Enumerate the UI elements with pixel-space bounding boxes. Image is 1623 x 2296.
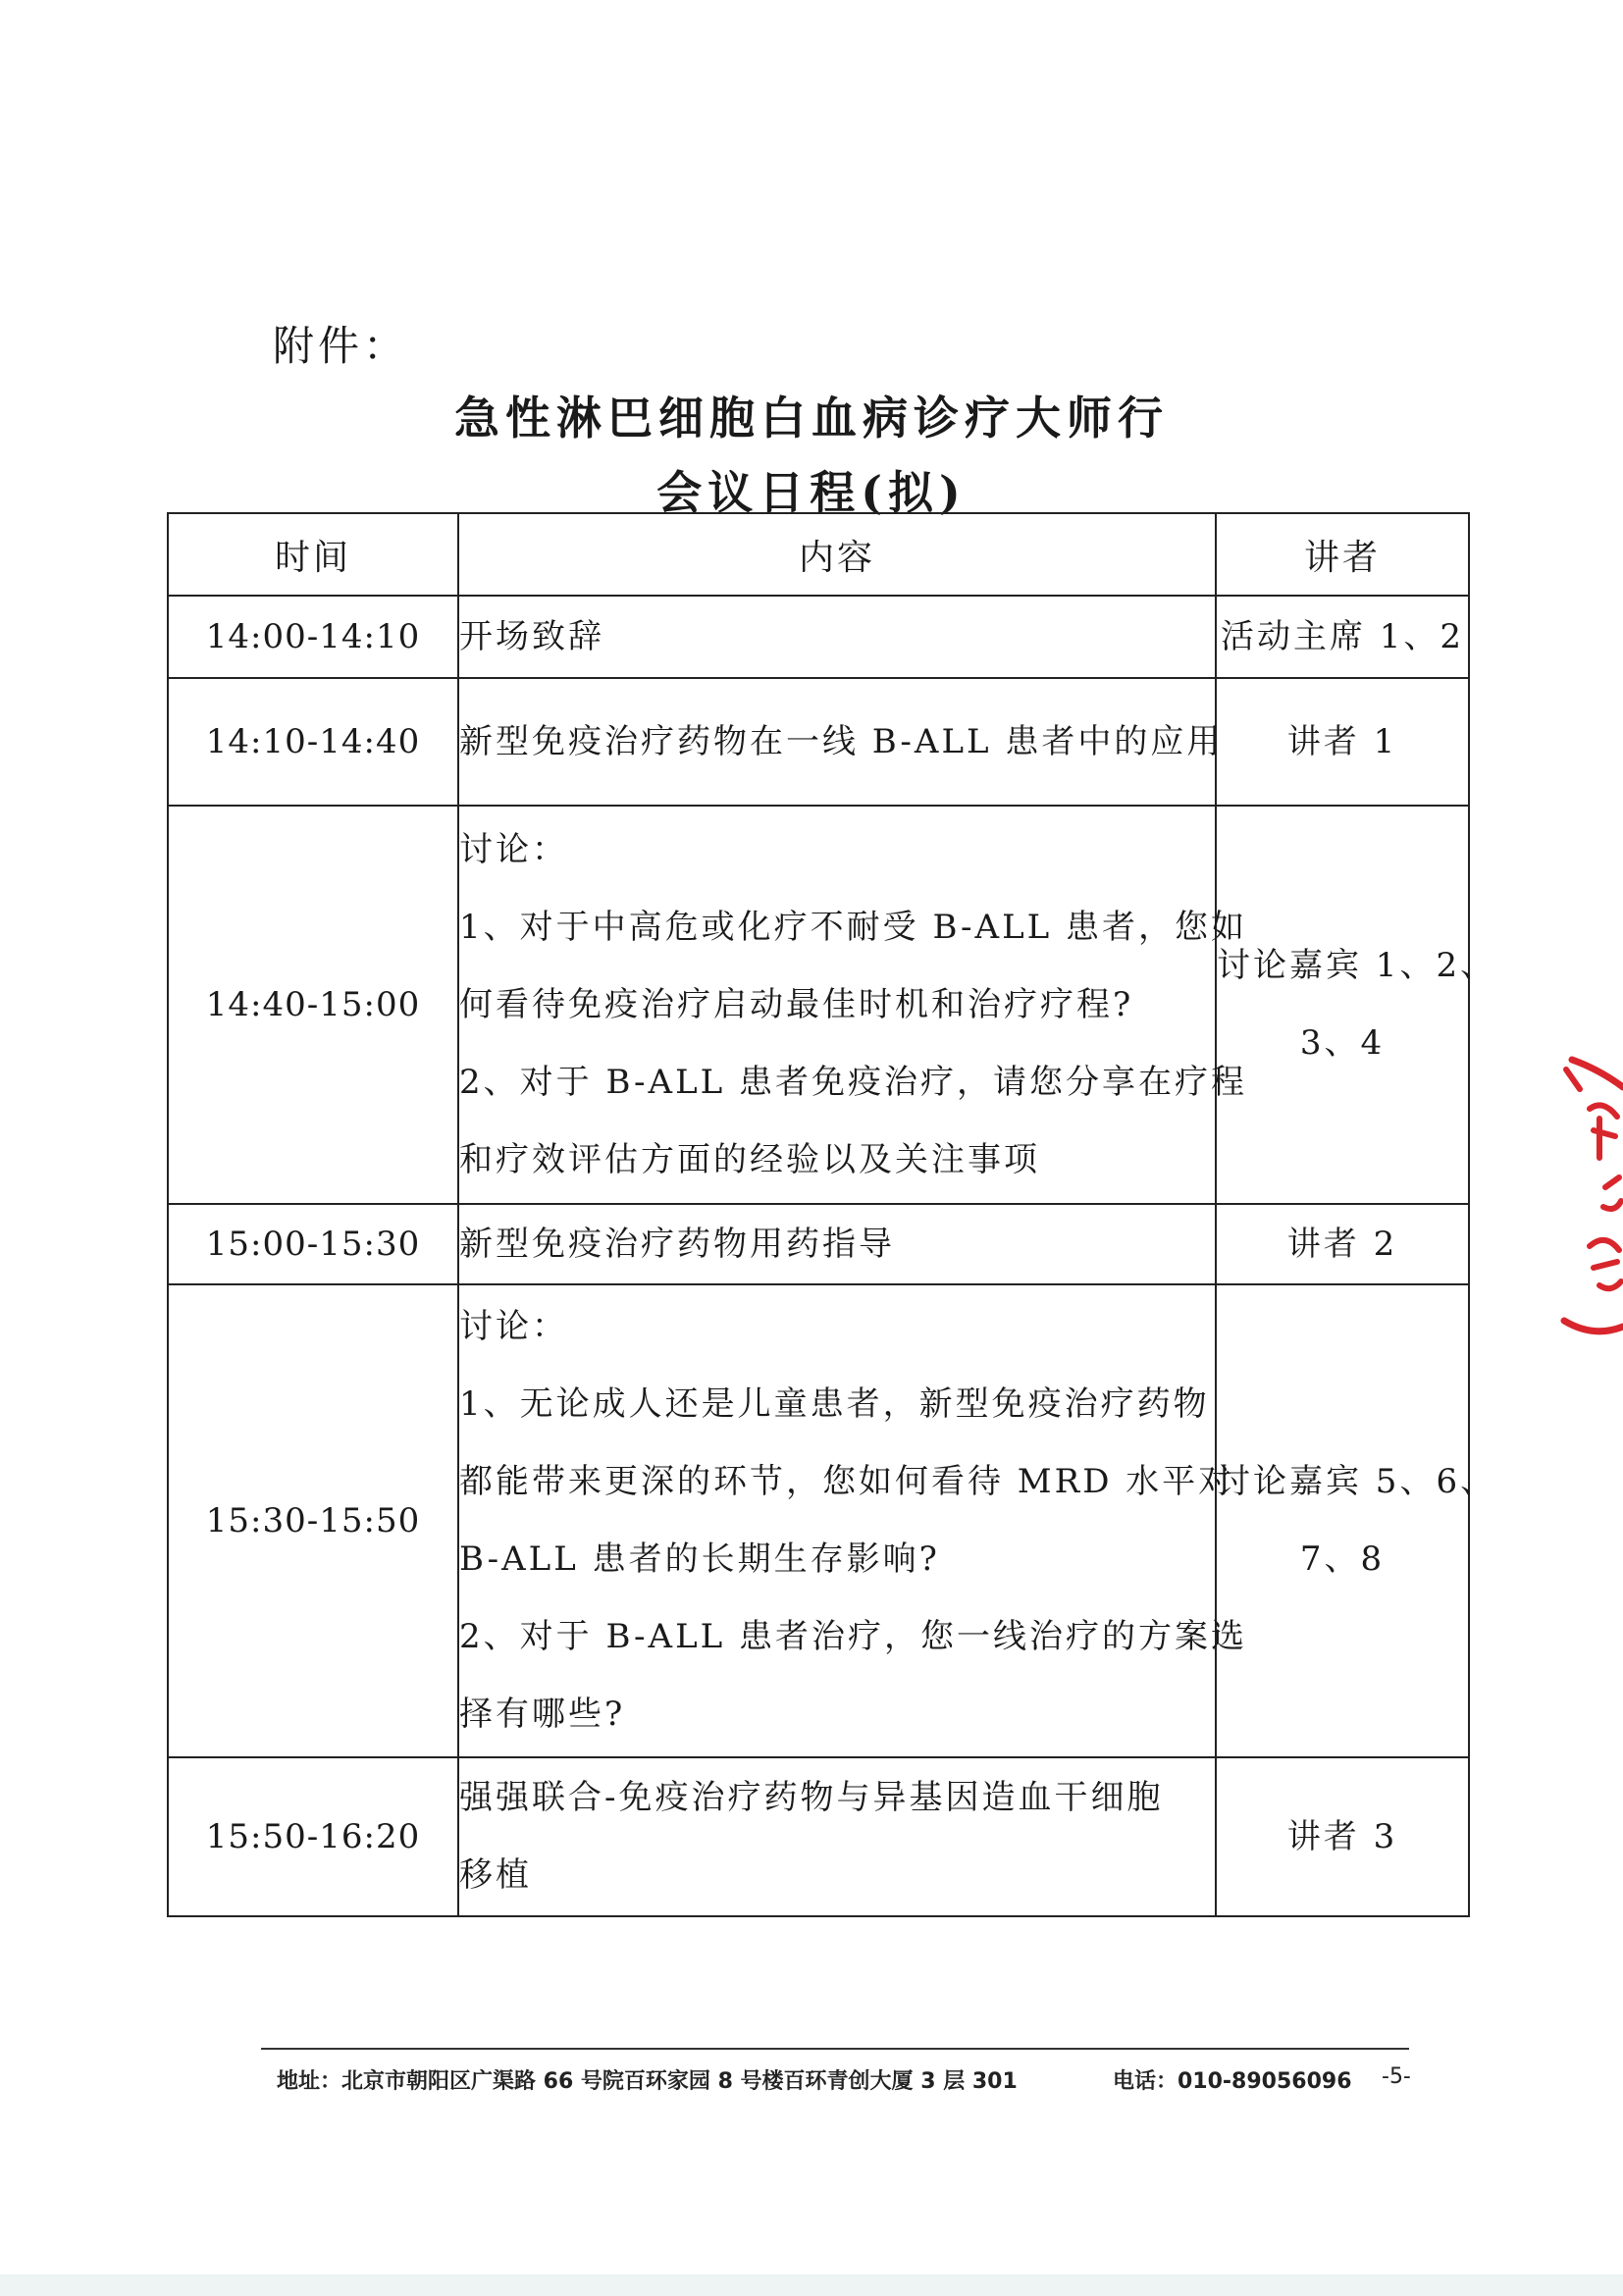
speaker-line: 3、4	[1299, 1023, 1386, 1063]
time-cell: 14:10-14:40	[168, 678, 458, 806]
attachment-label: 附件：	[273, 322, 409, 370]
content-line: 何看待免疫治疗启动最佳时机和治疗疗程?	[459, 984, 1134, 1024]
content-line: 择有哪些?	[459, 1695, 626, 1734]
header-content: 内容	[458, 513, 1216, 596]
speaker-cell	[1216, 1204, 1469, 1284]
speaker-cell	[1216, 1757, 1469, 1916]
speaker-cell	[1216, 1284, 1497, 1757]
footer-divider	[261, 2048, 1409, 2050]
content-line: 开场致辞	[459, 616, 604, 656]
table-header-row	[168, 513, 1469, 596]
content-line: 新型免疫治疗药物用药指导	[459, 1224, 895, 1264]
document-title: 急性淋巴细胞白血病诊疗大师行	[454, 391, 1169, 444]
document-subtitle: 会议日程(拟)	[656, 466, 967, 519]
speaker-line: 讲者 3	[1286, 1816, 1398, 1856]
page-number: -5-	[1382, 2064, 1411, 2089]
header-time: 时间	[168, 513, 458, 596]
table-row	[168, 596, 1469, 678]
content-line: B-ALL 患者的长期生存影响?	[459, 1539, 940, 1579]
speaker-cell	[1216, 596, 1469, 678]
table-row	[168, 806, 1469, 1204]
time-cell: 15:30-15:50	[168, 1284, 458, 1757]
content-line: 1、无论成人还是儿童患者，新型免疫治疗药物	[459, 1384, 1210, 1424]
speaker-line: 讨论嘉宾 1、2、	[1217, 946, 1497, 985]
content-line: 2、对于 B-ALL 患者免疫治疗，请您分享在疗程	[459, 1062, 1248, 1102]
content-line: 新型免疫治疗药物在一线 B-ALL 患者中的应用	[459, 721, 1224, 761]
time-cell: 14:40-15:00	[168, 806, 458, 1204]
footer-address: 地址：北京市朝阳区广渠路 66 号院百环家园 8 号楼百环青创大厦 3 层 301	[277, 2069, 1018, 2094]
speaker-cell	[1216, 678, 1469, 806]
time-cell: 14:00-14:10	[168, 596, 458, 678]
red-seal-stamp	[1560, 1040, 1623, 1354]
content-line: 2、对于 B-ALL 患者治疗，您一线治疗的方案选	[459, 1617, 1248, 1656]
content-cell	[458, 596, 1216, 678]
schedule-table	[167, 512, 1497, 1917]
scan-edge	[0, 2274, 1623, 2296]
content-cell	[458, 1757, 1216, 1916]
speaker-line: 讨论嘉宾 5、6、	[1217, 1462, 1497, 1501]
content-line: 强强联合-免疫治疗药物与异基因造血干细胞	[459, 1778, 1164, 1817]
content-cell	[458, 1204, 1216, 1284]
content-line: 1、对于中高危或化疗不耐受 B-ALL 患者，您如	[459, 907, 1248, 947]
speaker-line: 讲者 1	[1286, 721, 1398, 761]
content-line: 都能带来更深的环节，您如何看待 MRD 水平对	[459, 1462, 1235, 1501]
table-row	[168, 1757, 1469, 1916]
content-line: 讨论：	[459, 1307, 568, 1346]
header-speaker: 讲者	[1216, 513, 1469, 596]
content-line: 移植	[459, 1855, 532, 1895]
content-cell	[458, 678, 1224, 806]
time-cell: 15:00-15:30	[168, 1204, 458, 1284]
content-cell	[458, 806, 1248, 1204]
table-row	[168, 1204, 1469, 1284]
speaker-cell	[1216, 806, 1497, 1204]
content-line: 和疗效评估方面的经验以及关注事项	[459, 1139, 1040, 1179]
speaker-line: 活动主席 1、2	[1220, 616, 1465, 656]
speaker-line: 7、8	[1299, 1539, 1386, 1579]
speaker-line: 讲者 2	[1286, 1224, 1398, 1264]
footer-phone: 电话：010-89056096	[1113, 2069, 1352, 2094]
table-row	[168, 1284, 1469, 1757]
content-cell	[458, 1284, 1248, 1757]
table-row	[168, 678, 1469, 806]
time-cell: 15:50-16:20	[168, 1757, 458, 1916]
content-line: 讨论：	[459, 829, 568, 869]
